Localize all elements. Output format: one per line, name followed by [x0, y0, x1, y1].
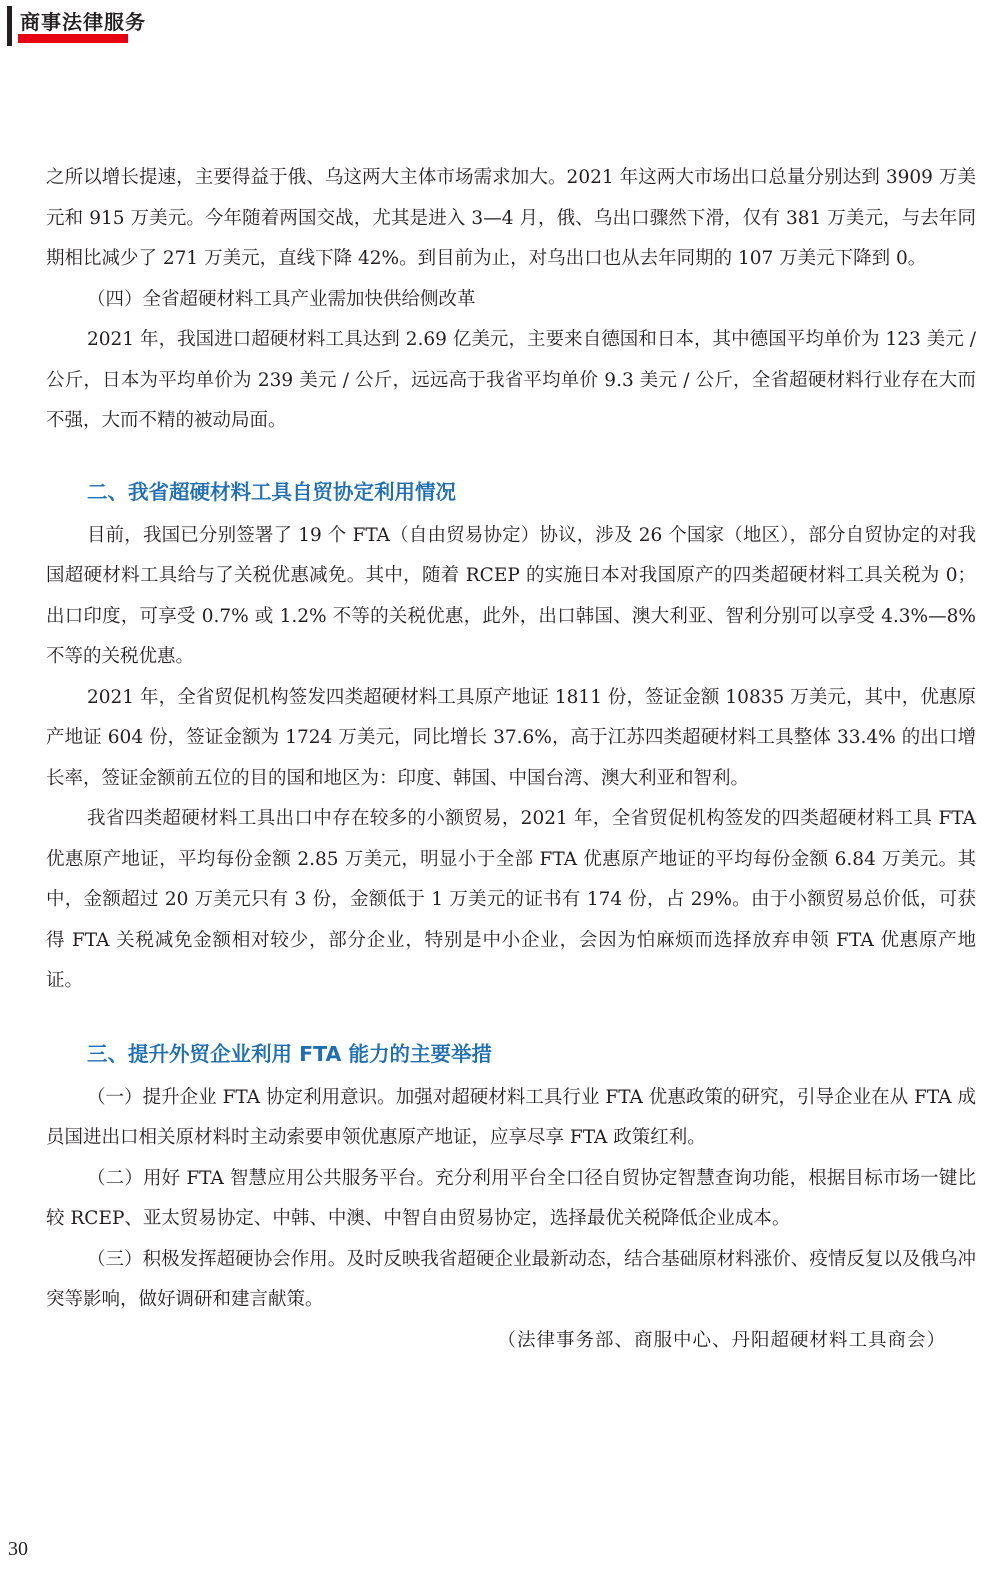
section-three-heading: 三、提升外贸企业利用 FTA 能力的主要举措	[87, 1041, 493, 1066]
section-two-heading: 二、我省超硬材料工具自贸协定利用情况	[87, 479, 456, 504]
intro-paragraph: 之所以增长提速，主要得益于俄、乌这两大主体市场需求加大。2021 年这两大市场出口总量分别达到 3909 万美元和 915 万美元。今年随着两国交战，尤其是进入 3—4 月，俄、乌出口骤然下滑，仅有 381 万美元，与去年同期相比减少了 271 万美元，直线下降 42%。到目前为止，对乌出口也从去年同期的 107 万美元下降到 0。	[46, 167, 976, 269]
paragraph-four: 2021 年，我国进口超硬材料工具达到 2.69 亿美元，主要来自德国和日本，其中德国平均单价为 123 美元 / 公斤，日本为平均单价为 239 美元 / 公斤，远远高于我省平均单价 9.3 美元 / 公斤，全省超硬材料行业存在大而不强，大而不精的被动局面。	[46, 329, 976, 431]
page-header	[0, 0, 146, 52]
section-two-paragraph-2: 2021 年，全省贸促机构签发四类超硬材料工具原产地证 1811 份，签证金额 10835 万美元，其中，优惠原产地证 604 份，签证金额为 1724 万美元，同比增长 37.6%，高于江苏四类超硬材料工具整体 33.4% 的出口增长率，签证金额前五位的目的国和地区为：印度、韩国、中国台湾、澳大利亚和智利。	[46, 686, 976, 789]
header-red-underline	[18, 34, 128, 43]
page-number: 30	[8, 1538, 28, 1560]
section-two-paragraph-3: 我省四类超硬材料工具出口中存在较多的小额贸易，2021 年，全省贸促机构签发的四类超硬材料工具 FTA 优惠原产地证，平均每份金额 2.85 万美元，明显小于全部 FTA 优惠原产地证的平均每份金额 6.84 万美元。其中，金额超过 20 万美元只有 3 份，金额低于 1 万美元的证书有 174 份，占 29%。由于小额贸易总价低，可获得 FTA 关税减免金额相对较少，部分企业，特别是中小企业，会因为怕麻烦而选择放弃申领 FTA 优惠原产地证。	[46, 808, 976, 991]
article-source: （法律事务部、商服中心、丹阳超硬材料工具商会）	[497, 1329, 946, 1351]
article-body	[46, 158, 976, 1361]
subheading-four: （四）全省超硬材料工具产业需加快供给侧改革	[87, 288, 476, 310]
section-three-paragraph-3: （三）积极发挥超硬协会作用。及时反映我省超硬企业最新动态，结合基础原材料涨价、疫情反复以及俄乌冲突等影响，做好调研和建言献策。	[46, 1248, 976, 1310]
header-vertical-bar	[7, 6, 12, 46]
section-three-paragraph-2: （二）用好 FTA 智慧应用公共服务平台。充分利用平台全口径自贸协定智慧查询功能，根据目标市场一键比较 RCEP、亚太贸易协定、中韩、中澳、中智自由贸易协定，选择最优关税降低企业成本。	[46, 1167, 976, 1229]
section-two-paragraph-1: 目前，我国已分别签署了 19 个 FTA（自由贸易协定）协议，涉及 26 个国家（地区），部分自贸协定的对我国超硬材料工具给与了关税优惠减免。其中，随着 RCEP 的实施日本对我国原产的四类超硬材料工具关税为 0；出口印度，可享受 0.7% 或 1.2% 不等的关税优惠，此外，出口韩国、澳大利亚、智利分别可以享受 4.3%—8% 不等的关税优惠。	[46, 524, 976, 667]
section-title: 商事法律服务	[20, 10, 146, 34]
section-three-paragraph-1: （一）提升企业 FTA 协定利用意识。加强对超硬材料工具行业 FTA 优惠政策的研究，引导企业在从 FTA 成员国进出口相关原材料时主动索要申领优惠原产地证，应享尽享 FTA 政策红利。	[46, 1086, 976, 1148]
